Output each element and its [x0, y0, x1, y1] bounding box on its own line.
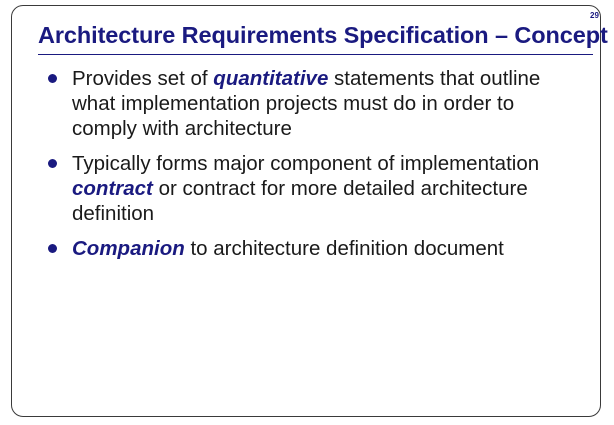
bullet-icon	[48, 74, 57, 83]
slide-frame	[11, 5, 608, 417]
bullet-emphasis: contract	[72, 177, 153, 200]
bullet-emphasis: Companion	[72, 237, 185, 260]
bullet-list	[48, 66, 568, 271]
bullet-emphasis: quantitative	[213, 67, 329, 90]
slide-title: Architecture Requirements Specification – Concept	[38, 22, 608, 48]
bullet-item	[48, 236, 568, 261]
bullet-icon	[48, 244, 57, 253]
bullet-text-after: to architecture definition document	[184, 237, 504, 260]
bullet-item	[48, 151, 568, 226]
bullet-text-after: statements that outline what implementation projects must do in order to comply with architecture	[72, 67, 541, 140]
bullet-item	[48, 66, 568, 141]
bullet-text-before: Typically forms major component of implementation	[72, 152, 540, 175]
bullet-icon	[48, 159, 57, 168]
page-number: 29	[590, 11, 599, 20]
title-underline	[38, 54, 593, 55]
bullet-text-after: or contract for more detailed architecture definition	[72, 177, 528, 225]
bullet-text-before: Provides set of	[72, 67, 214, 90]
